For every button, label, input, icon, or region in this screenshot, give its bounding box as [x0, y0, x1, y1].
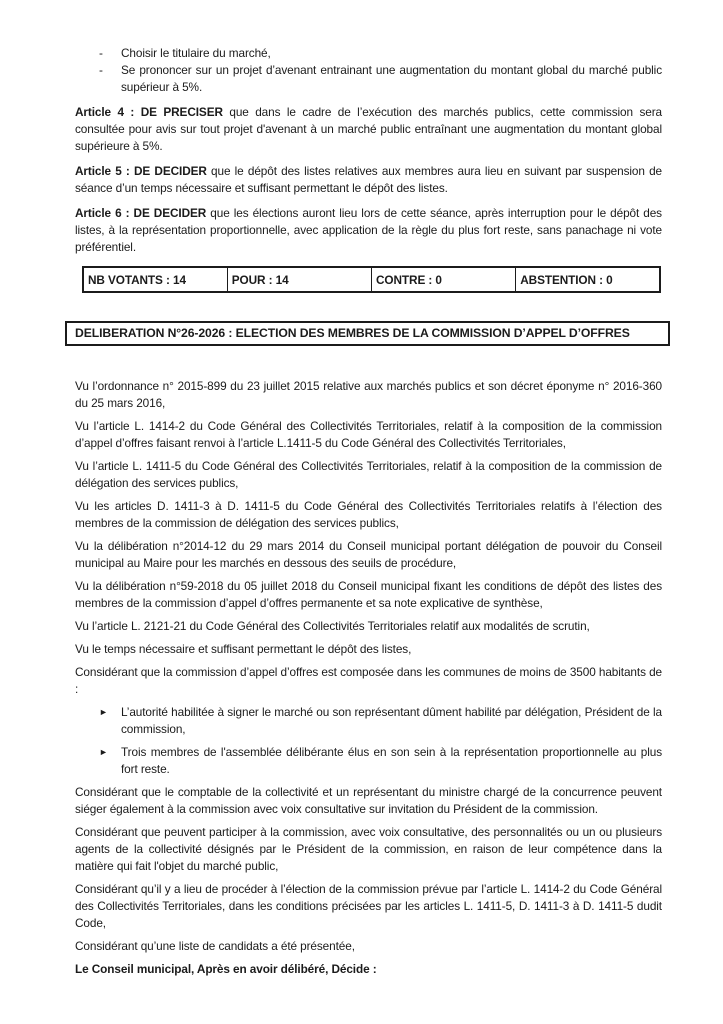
list-item: [99, 744, 662, 778]
vu-paragraph: Vu la délibération n°59-2018 du 05 juillet 2018 du Conseil municipal fixant les conditions de dépôt des listes des membres de la commission d’appel d’offres permanente et sa note explicative de synthèse,: [75, 579, 662, 610]
deliberation-heading: DELIBERATION N°26-2026 : ELECTION DES MEMBRES DE LA COMMISSION D’APPEL D’OFFRES: [65, 321, 670, 346]
list-item: [99, 704, 662, 738]
vote-results-table: [82, 266, 661, 293]
pour-cell: POUR : 14: [227, 267, 371, 292]
article-6-label: Article 6 : DE DECIDER: [75, 206, 207, 220]
article-5-paragraph: [75, 163, 662, 197]
contre-cell: CONTRE : 0: [372, 267, 516, 292]
list-item: [99, 62, 662, 96]
vu-paragraph: Vu l’article L. 1411-5 du Code Général des Collectivités Territoriales, relatif à la composition de la commission de délégation des services publics,: [75, 459, 662, 490]
considerant-intro-paragraph: Considérant que la commission d’appel d’offres est composée dans les communes de moins de 3500 habitants de :: [75, 665, 662, 696]
vu-paragraph: Vu l’ordonnance n° 2015-899 du 23 juillet 2015 relative aux marchés publics et son décret éponyme n° 2016-360 du 25 mars 2016,: [75, 379, 662, 410]
vu-paragraph: Vu l’article L. 1414-2 du Code Général des Collectivités Territoriales, relatif à la composition de la commission d’appel d’offres faisant renvoi à l’article L.1411-5 du Code Général des Collectivités Territoriales,: [75, 419, 662, 450]
table-row: [83, 267, 660, 292]
list-item: [99, 45, 662, 62]
article-5-label: Article 5 : DE DECIDER: [75, 164, 207, 178]
list-item-text: Choisir le titulaire du marché,: [121, 46, 271, 60]
list-item-text: Se prononcer sur un projet d’avenant entrainant une augmentation du montant global du marché public supérieur à 5%.: [121, 63, 662, 94]
triangle-bullet-icon: ►: [99, 707, 108, 717]
dash-bullet-icon: -: [99, 46, 103, 60]
list-item-text: L’autorité habilitée à signer le marché ou son représentant dûment habilité par délégation, Président de la commission,: [121, 705, 662, 736]
considerant-paragraph: Considérant qu’il y a lieu de procéder à l’élection de la commission prévue par l’article L. 1414-2 du Code Général des Collectivités Territoriales, dans les conditions précisées par les articles L. 1411-5, D. 1411-3 à D. 1411-5 dudit Code,: [75, 882, 662, 930]
dash-bullet-icon: -: [99, 63, 103, 77]
vu-paragraph: Vu les articles D. 1411-3 à D. 1411-5 du Code Général des Collectivités Territoriales relatifs à l’élection des membres de la commission de délégation des services publics,: [75, 499, 662, 530]
article-4-body: que dans le cadre de l’exécution des marchés publics, cette commission sera consultée pour avis sur tout projet d'avenant à un marché public entraînant une augmentation du montant global supérieure à 5%.: [75, 105, 662, 153]
considerant-paragraph: Considérant que peuvent participer à la commission, avec voix consultative, des personnalités ou un ou plusieurs agents de la collectivité désignés par le Président de la commission, en raison de leur compétence dans la matière qui fait l'objet du marché public,: [75, 825, 662, 873]
vu-paragraph: Vu la délibération n°2014-12 du 29 mars 2014 du Conseil municipal portant délégation de pouvoir du Conseil municipal au Maire pour les marchés en dessous des seuils de procédure,: [75, 539, 662, 570]
abstention-cell: ABSTENTION : 0: [516, 267, 660, 292]
nb-votants-cell: NB VOTANTS : 14: [83, 267, 227, 292]
triangle-bullet-icon: ►: [99, 747, 108, 757]
article-4-label: Article 4 : DE PRECISER: [75, 105, 223, 119]
list-item-text: Trois membres de l'assemblée délibérante élus en son sein à la représentation proportionnelle au plus fort reste.: [121, 745, 662, 776]
article-6-body: que les élections auront lieu lors de cette séance, après interruption pour le dépôt des listes, à la représentation proportionnelle, avec application de la règle du plus fort reste, sans panachage ni vote préférentiel.: [75, 206, 662, 254]
considerant-liste-paragraph: Considérant qu’une liste de candidats a été présentée,: [75, 939, 355, 953]
article-6-paragraph: [75, 205, 662, 256]
considerant-paragraph: Considérant que le comptable de la collectivité et un représentant du ministre chargé de la concurrence peuvent siéger également à la commission avec voix consultative sur invitation du Président de la commission.: [75, 785, 662, 816]
article-5-body: que le dépôt des listes relatives aux membres aura lieu en suivant par suspension de séance d’un temps nécessaire et suffisant permettant le dépôt des listes.: [75, 164, 662, 195]
closing-decision-line: Le Conseil municipal, Après en avoir délibéré, Décide :: [75, 962, 377, 976]
articles-section: [75, 104, 662, 256]
article-4-paragraph: [75, 104, 662, 155]
vu-paragraph: Vu le temps nécessaire et suffisant permettant le dépôt des listes,: [75, 642, 412, 656]
vu-paragraph: Vu l’article L. 2121-21 du Code Général des Collectivités Territoriales relatif aux modalités de scrutin,: [75, 619, 590, 633]
